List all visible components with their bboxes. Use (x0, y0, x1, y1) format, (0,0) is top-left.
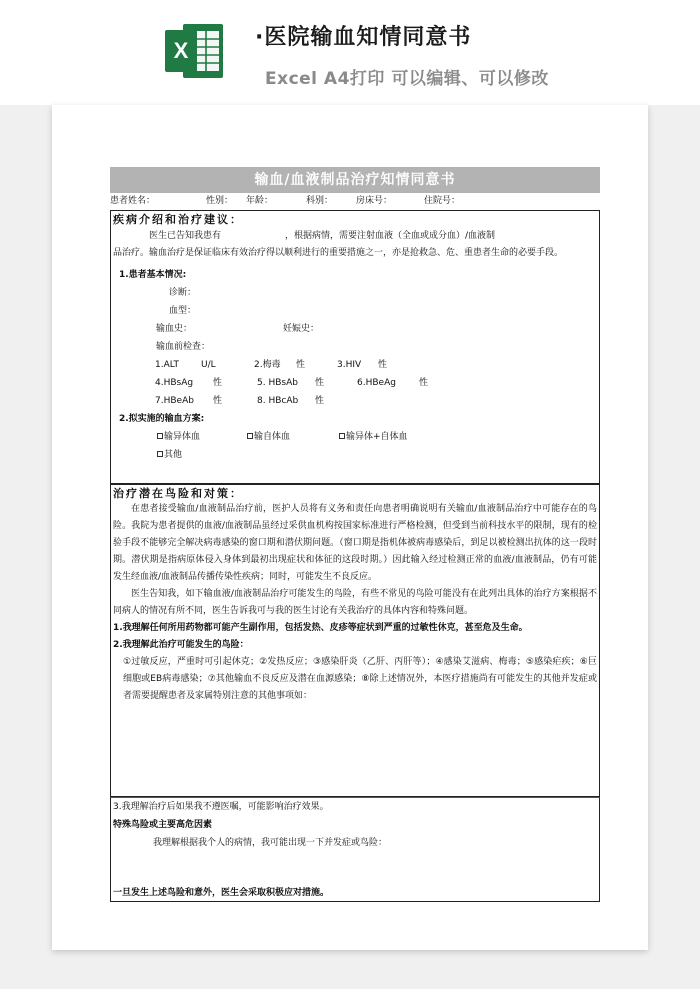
intro-paragraph (111, 228, 599, 262)
test-hbeab: 7.HBeAb (155, 396, 194, 406)
test-syphilis: 2.梅毒 (254, 360, 281, 370)
risk-point-3: 3.我理解治疗后如果我不遵医嘱，可能影响治疗效果。 (113, 802, 329, 812)
special-risk-blank[interactable] (111, 852, 599, 884)
document-subtitle: Excel A4打印 可以编辑、可以修改 (265, 69, 549, 89)
test-alt: 1.ALT (155, 360, 180, 370)
plan-both-label: 输异体+自体血 (346, 432, 408, 442)
excel-icon (163, 20, 225, 82)
test-hbeab-result: 性 (213, 396, 223, 406)
plan-row-1 (111, 428, 599, 446)
special-risk-text: 我理解根据我个人的病情，我可能出现一下并发症或鸟险： (153, 838, 388, 848)
checkbox-icon[interactable] (157, 433, 163, 439)
header-banner (0, 0, 700, 105)
svg-text:X: X (173, 38, 189, 63)
patient-admission-label: 住院号： (424, 196, 461, 206)
risk-paragraph-2: 医生告知我，如下输血液/血液制品治疗可能发生的鸟险，有些不常见的鸟险可能没有在此列出具体的治疗方案根据不同病人的情况有所不同，医生告诉我可与我的医生讨论有关我治疗的具体内容和特殊问题。 (113, 589, 597, 616)
risk-paragraph-1: 在患者接受输血/血液制品治疗前，医护人员将有义务和责任向患者明确说明有关输血/血液制品治疗中可能存在的鸟险。我院为患者提供的血液/血液制品虽经过采供血机构按国家标准进行严格检测，但受到当前科技水平的限制，现有的检验手段不能够完全解决病毒感染的窗口期和潜伏期问题。（窗口期是指机体被病毒感染后，到足以被检测出抗体的这一段时期。潜伏期是指病原体侵入身体到最初出现症状和体征的这段时期。）因此输入经过检测正常的血液/血液制品，仍有可能发生经血液/血液制品传播传染性疾病；同时，可能发生不良反应。 (113, 504, 597, 582)
test-row-2 (111, 374, 599, 392)
test-alt-unit: U/L (201, 360, 216, 370)
patient-bed-label: 房床号： (356, 196, 393, 206)
plan-allo-label: 输异体血 (164, 432, 201, 442)
blood-type-field: 血型： (169, 306, 197, 316)
test-hbcab-result: 性 (315, 396, 325, 406)
patient-age-label: 年龄： (246, 196, 274, 206)
plan-both-option[interactable] (339, 428, 408, 446)
risk-point-2: 2.我理解此治疗可能发生的鸟险： (113, 640, 249, 650)
risk-point-1: 1.我理解任何所用药物都可能产生副作用，包括发热、皮疹等症状到严重的过敏性休克，甚至危及生命。 (113, 623, 528, 633)
paper-page (52, 105, 648, 950)
risk-list: ①过敏反应，严重时可引起休克；②发热反应；③感染肝炎（乙肝、丙肝等）；④感染艾滋病、梅毒；⑤感染疟疾；⑥巨细胞或EB病毒感染；⑦其他输血不良反应及潜在血源感染；⑧除上述情况外，本医疗措施尚有可能发生的其他并发症或者需要提醒患者及家属特别注意的其他事项如： (123, 657, 597, 701)
special-risk-title: 特殊鸟险或主要高危因素 (113, 820, 213, 830)
plan-auto-option[interactable] (247, 428, 290, 446)
test-hbcab: 8. HBcAb (257, 396, 299, 406)
plan-allo-option[interactable] (157, 428, 200, 446)
section1-heading: 疾病介绍和治疗建议： (113, 213, 243, 226)
form-title: 输血/血液制品治疗知情同意书 (110, 167, 600, 193)
pre-test-field: 输血前检查： (156, 342, 211, 352)
test-hbsab-result: 性 (315, 378, 325, 388)
plan-other-label: 其他 (164, 450, 183, 460)
test-hiv-result: 性 (378, 360, 388, 370)
test-syphilis-result: 性 (296, 360, 306, 370)
consent-form (110, 167, 600, 902)
plan-auto-label: 输自体血 (254, 432, 291, 442)
test-hbsab: 5. HBsAb (257, 378, 298, 388)
checkbox-icon[interactable] (157, 451, 163, 457)
transfusion-history-field: 输血史： (156, 324, 193, 334)
document-title: ·医院输血知情同意书 (255, 25, 472, 50)
diagnosis-field: 诊断： (169, 288, 197, 298)
history-row (111, 320, 599, 338)
plan-title: 2.拟实施的输血方案: (119, 414, 205, 424)
intro-text-b: ，根据病情，需要注射血液（全血或成分血）/血液制 (285, 231, 496, 241)
section-disease-intro (110, 210, 600, 484)
checkbox-icon[interactable] (339, 433, 345, 439)
plan-row-2 (111, 446, 599, 464)
pregnancy-history-field: 妊娠史： (283, 324, 320, 334)
patient-name-label: 患者姓名： (110, 196, 156, 206)
test-row-1 (111, 356, 599, 374)
basic-info-title: 1.患者基本情况: (119, 270, 187, 280)
test-hbeag-result: 性 (419, 378, 429, 388)
test-row-3 (111, 392, 599, 410)
section2-heading: 治疗潜在鸟险和对策： (111, 484, 599, 501)
checkbox-icon[interactable] (247, 433, 253, 439)
patient-gender-label: 性别： (206, 196, 234, 206)
test-hbeag: 6.HBeAg (357, 378, 396, 388)
closing-statement: 一旦发生上述鸟险和意外，医生会采取积极应对措施。 (113, 888, 330, 898)
test-hiv: 3.HIV (337, 360, 362, 370)
patient-info-row (110, 193, 600, 210)
intro-text-c: 品治疗。输血治疗是保证临床有效治疗得以顺利进行的重要措施之一，亦是抢救急、危、重患者生命的必要手段。 (113, 248, 564, 258)
plan-other-option[interactable] (157, 446, 182, 464)
test-hbsag-result: 性 (213, 378, 223, 388)
patient-dept-label: 科别： (306, 196, 334, 206)
intro-text-a: 医生已告知我患有 (149, 231, 222, 241)
section-risks (110, 484, 600, 797)
section-special (110, 797, 600, 902)
test-hbsag: 4.HBsAg (155, 378, 194, 388)
